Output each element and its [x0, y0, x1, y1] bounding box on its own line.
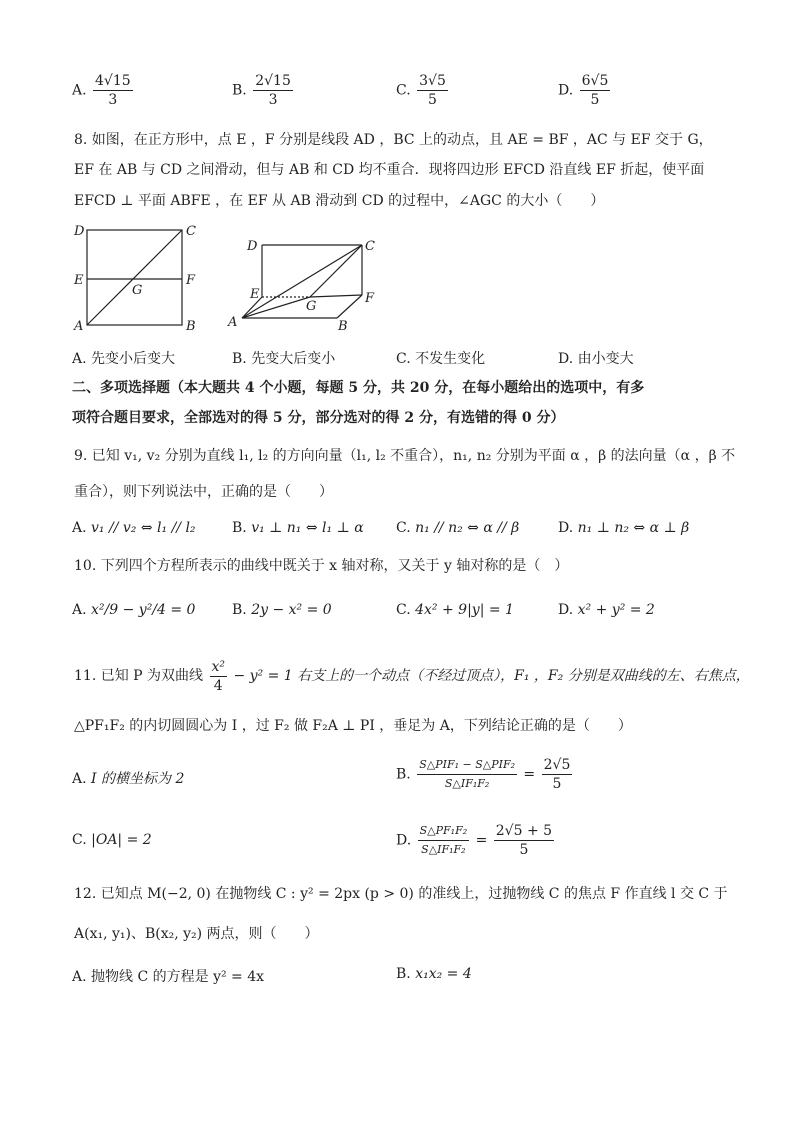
q8-stem-line1: 8. 如图，在正方形中，点 E ，F 分别是线段 AD ，BC 上的动点，且 AE = BF ，AC 与 EF 交于 G，: [74, 132, 713, 148]
q8-option-a: A. 先变小后变大: [72, 351, 176, 367]
q12-stem-line2: A(x₁, y₁)、B(x₂, y₂) 两点，则（ ）: [74, 926, 319, 942]
q7-option-a-fraction: $\frac{4√15}{3}$: [95, 73, 131, 108]
segment-ac: [87, 230, 182, 325]
q7-option-d: D. $\frac{6√5}{5}$: [558, 73, 609, 108]
q11-option-b: B. $\frac{\text{S△PIF₁ − S△PIF₂}}{\text{S△IF₁F₂}}$ = $\frac{2√5}{5}$: [396, 757, 571, 792]
q9-option-d: D. n₁ ⊥ n₂ ⇔ α ⊥ β: [558, 520, 690, 536]
q11-option-d: D. $\frac{\text{S△PF₁F₂}}{\text{S△IF₁F₂}}$ = $\frac{2√5 + 5}{5}$: [396, 823, 553, 858]
q11-option-a: A. I 的横坐标为 2: [72, 771, 185, 787]
q10-stem: 10. 下列四个方程所表示的曲线中既关于 x 轴对称，又关于 y 轴对称的是（ ）: [74, 558, 569, 574]
label-f: F: [365, 291, 375, 306]
label-e: E: [250, 287, 260, 302]
q7-option-c-fraction: $\frac{3√5}{5}$: [419, 73, 446, 108]
label-a: A: [74, 319, 84, 334]
q7-option-a: A. $\frac{4√15}{3}$: [72, 73, 131, 108]
q7-option-c: C. $\frac{3√5}{5}$: [396, 73, 446, 108]
q8-option-c: C. 不发生变化: [396, 351, 486, 367]
q11-stem-line1: 11. 已知 P 为双曲线 $\frac{\text{x²}}{4}$ − y² = 1 右支上的一个动点（不经过顶点），F₁ ，F₂ 分别是双曲线的左、右焦点，: [74, 658, 750, 694]
q8-option-b: B. 先变大后变小: [232, 351, 336, 367]
q10-option-d: D. x² + y² = 2: [558, 602, 655, 618]
q7-option-b-fraction: $\frac{2√15}{3}$: [255, 73, 291, 108]
label-c: C: [365, 239, 375, 254]
label-b: B: [338, 319, 348, 334]
q10-option-a: A. x²/9 − y²/4 = 0: [72, 602, 196, 618]
q11-stem-line2: △PF₁F₂ 的内切圆圆心为 I ，过 F₂ 做 F₂A ⊥ PI ，垂足为 A，下列结论正确的是（ ）: [74, 718, 632, 734]
label-c: C: [186, 224, 196, 239]
q11-hyperbola-fraction: $\frac{\text{x²}}{4}$: [211, 658, 226, 694]
q9-option-a: A. v₁ // v₂ ⇔ l₁ // l₂: [72, 520, 196, 536]
q11-option-c: C. |OA| = 2: [72, 832, 152, 848]
q9-option-b: B. v₁ ⊥ n₁ ⇔ l₁ ⊥ α: [232, 520, 364, 536]
q10-option-c: C. 4x² + 9|y| = 1: [396, 602, 514, 618]
label-d: D: [247, 239, 258, 254]
label-e: E: [74, 273, 84, 288]
q7-option-b: B. $\frac{2√15}{3}$: [232, 73, 291, 108]
q12-stem-line1: 12. 已知点 M(−2, 0) 在抛物线 C : y² = 2px (p > 0) 的准线上，过抛物线 C 的焦点 F 作直线 l 交 C 于: [74, 886, 728, 902]
q8-stem-line2: EF 在 AB 与 CD 之间滑动，但与 AB 和 CD 均不重合．现将四边形 EFCD 沿直线 EF 折起，使平面: [74, 162, 705, 178]
q8-option-d: D. 由小变大: [558, 351, 634, 367]
label-g: G: [132, 283, 143, 298]
label-f: F: [186, 273, 196, 288]
q9-option-c: C. n₁ // n₂ ⇔ α // β: [396, 520, 520, 536]
label-b: B: [186, 319, 196, 334]
label-d: D: [74, 224, 85, 239]
q7-option-d-fraction: $\frac{6√5}{5}$: [581, 73, 609, 108]
q12-option-b: B. x₁x₂ = 4: [396, 966, 472, 982]
q8-stem-line3: EFCD ⊥ 平面 ABFE ，在 EF 从 AB 滑动到 CD 的过程中，∠AGC 的大小（ ）: [74, 193, 605, 209]
q8-figure-folded: [222, 230, 392, 335]
q12-option-a: A. 抛物线 C 的方程是 y² = 4x: [72, 969, 265, 985]
q9-stem-line2: 重合），则下列说法中，正确的是（ ）: [74, 484, 333, 500]
label-g: G: [306, 299, 317, 314]
section-heading-line1: 二、多项选择题（本大题共 4 个小题，每题 5 分，共 20 分，在每小题给出的选项中，有多: [72, 380, 645, 396]
q10-option-b: B. 2y − x² = 0: [232, 602, 332, 618]
q8-figure-square: [70, 220, 200, 338]
label-a: A: [228, 315, 238, 330]
q9-stem-line1: 9. 已知 v₁, v₂ 分别为直线 l₁, l₂ 的方向向量（l₁, l₂ 不重合），n₁, n₂ 分别为平面 α ，β 的法向量（α ，β 不: [74, 448, 736, 464]
section-heading-line2: 项符合题目要求，全部选对的得 5 分，部分选对的得 2 分，有选错的得 0 分）: [72, 410, 565, 426]
